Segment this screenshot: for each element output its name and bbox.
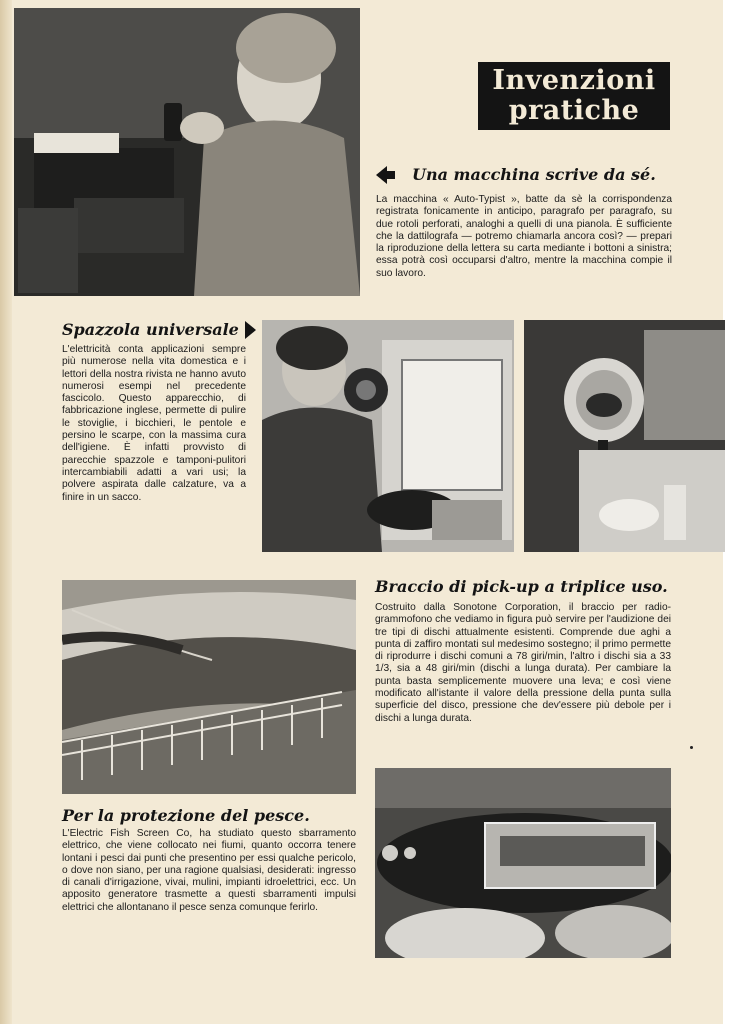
article-heading-brush: Spazzola universale (62, 320, 239, 339)
article-body-brush: L'elettricità conta applicazioni sempre più numerose nella vita domestica e i lettori della nostra rivista ne hanno avuto numerosi esempi nel precedente fascicolo. Questo apparecchio, di fabbricazione inglese, permette di pulire le stoviglie, i bicchieri, le pentole e persino le scarpe, con la massima cura dell'igiene. È infatti provvisto di parecchie spazzole e tamponi-pulitori intercambiabili adatti a vari usi; la polvere aspirata dalle calzature, va a finire in un sacco. (62, 344, 246, 503)
article-heading-fish: Per la protezione del pesce. (62, 806, 310, 825)
arrow-right-icon (245, 321, 256, 339)
fish-screen-photo (62, 580, 356, 794)
article-heading-pickup: Braccio di pick-up a triplice uso. (375, 577, 668, 596)
article-body-pickup: Costruito dalla Sonotone Corporation, il braccio per radio-grammofono che vediamo in figura può servire per l'audizione dei tre tipi di dischi attualmente esistenti. Comprende due aghi a punta di zaffiro montati sul medesimo sostegno; il primo permette di riprodurre i dischi comuni a 78 giri/min, l'altro i dischi sia a 33 1/3, sia a 48 giri/min (dischi a lunga durata). Per cambiare la punta basta semplicemente muovere una leva; e così viene modificato all'istante il valore della pressione della punta sulla superficie del disco, pressione che dev'essere più debole per i dischi a lunga durata. (375, 602, 671, 724)
auto-typist-photo (14, 8, 360, 296)
page-gutter (0, 0, 12, 1024)
section-title-line-1: Invenzioni (492, 65, 656, 96)
article-body-auto-typist: La macchina « Auto-Typist », batte da sè la corrispondenza registrata fonicamente in anticipo, paragrafo per paragrafo, su due rotoli perforati, analoghi a quelli di una pianola. È sufficiente che la dattilografa — potremo chiamarla ancora così? — prepari la riproduzione della lettera su carta mediante i bottoni a sinistra; essa potrà così occuparsi d'altro, mentre la macchina compie il suo lavoro. (376, 194, 672, 279)
article-body-fish: L'Electric Fish Screen Co, ha studiato questo sbarramento elettrico, che viene collocato nei fiumi, quanto occorra tenere lontani i pesci dai punti che presentino per essi qualche pericolo, o dove non siano, per una ragione qualsiasi, desiderati: ingresso di canali d'irrigazione, vivai, mulini, impianti idroelettrici, ecc. Un apposito generatore trasmette a questi sbarramenti impulsi elettrici che allontanano il pesce senza comunque ferirlo. (62, 828, 356, 913)
brush-appliance-photo-detail (524, 320, 725, 552)
section-title-line-2: pratiche (508, 95, 640, 126)
section-title (478, 62, 670, 130)
arrow-left-icon (376, 166, 387, 184)
stray-mark (690, 746, 693, 749)
brush-appliance-photo-woman (262, 320, 514, 552)
pickup-arm-photo (375, 768, 671, 958)
article-heading-auto-typist: Una macchina scrive da sé. (412, 165, 656, 184)
